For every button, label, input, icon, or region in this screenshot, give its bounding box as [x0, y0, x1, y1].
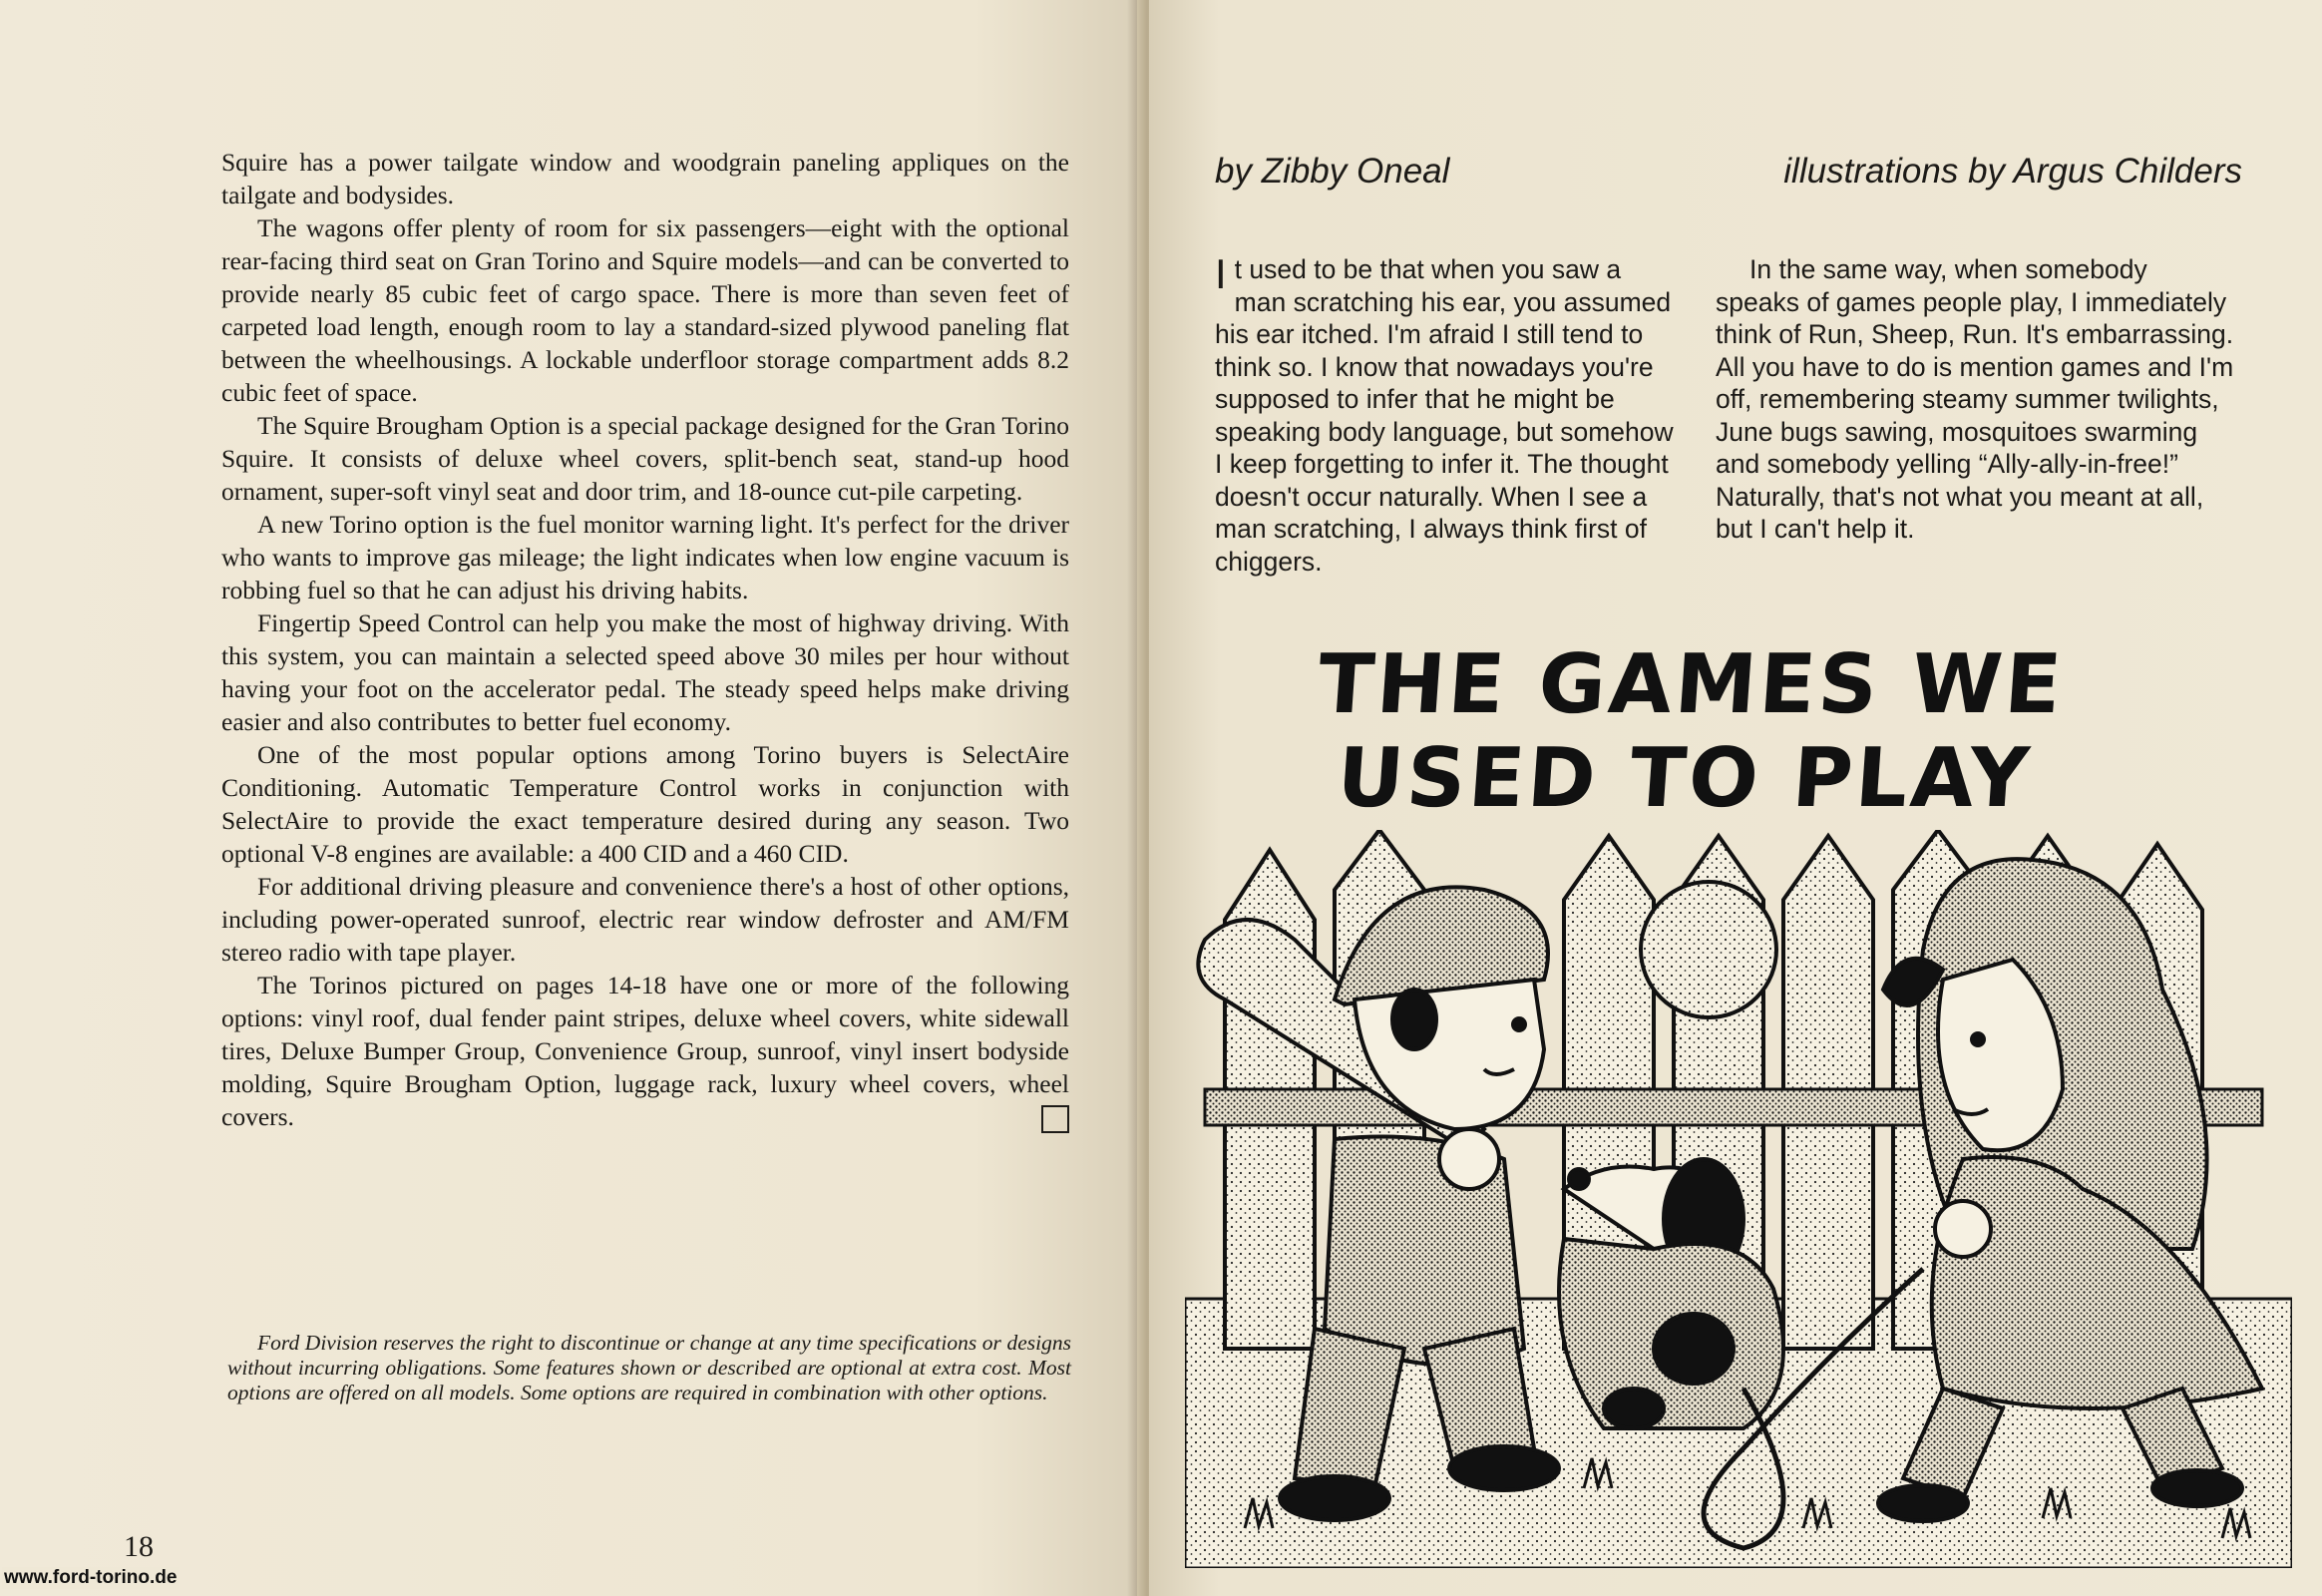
- left-article-body: [221, 146, 1069, 1133]
- paragraph-last: [221, 969, 1069, 1133]
- paragraph: For additional driving pleasure and convenience there's a host of other options, including power-operated sunroof, electric rear window defroster and AM/FM stereo radio with tape player.: [221, 872, 1069, 967]
- paragraph: Fingertip Speed Control can help you make the most of highway driving. With this system, you can maintain a selected speed above 30 miles per hour without having your foot on the accelerator pedal. The steady speed helps make driving easier and also contributes to better fuel economy.: [221, 608, 1069, 736]
- title-line-2: USED TO PLAY: [1334, 731, 2035, 826]
- column-one-text: t used to be that when you saw a man scratching his ear, you assumed his ear itched. I'm afraid I still tend to think so. I know that nowadays you're supposed to infer that he might be speaking body language, but somehow I keep forgetting to infer it. The thought doesn't occur naturally. When I see a man scratching, I always think first of chiggers.: [1215, 254, 1674, 577]
- paragraph: A new Torino option is the fuel monitor warning light. It's perfect for the driver who wants to improve gas mileage; the light indicates when low engine vacuum is robbing fuel so that he can adjust his driving habits.: [221, 510, 1069, 604]
- end-mark-icon: [1041, 1105, 1069, 1133]
- article-column-one: [1215, 250, 1674, 578]
- story-title: [1272, 638, 2103, 826]
- fence-children-illustration: [1185, 830, 2292, 1568]
- author-byline: by Zibby Oneal: [1215, 152, 1450, 191]
- paragraph: The Squire Brougham Option is a special package designed for the Gran Torino Squire. It consists of deluxe wheel covers, split-bench seat, stand-up hood ornament, super-soft vinyl seat and door trim, and 18-ounce cut-pile carpeting.: [221, 411, 1069, 506]
- illustrator-byline: illustrations by Argus Childers: [1783, 152, 2242, 191]
- disclaimer: Ford Division reserves the right to discontinue or change at any time specifications or designs without incurring obligations. Some features shown or described are optional at extra cost. Most options are offered on all models. Some options are required in combination with other options.: [227, 1331, 1071, 1404]
- left-page: [0, 0, 1145, 1596]
- drop-cap: I: [1215, 250, 1227, 297]
- paragraph: Squire has a power tailgate window and woodgrain paneling appliques on the tailgate and bodysides.: [221, 148, 1069, 209]
- paragraph: One of the most popular options among Torino buyers is SelectAire Conditioning. Automatic Temperature Control works in conjunction with SelectAire to provide the exact temperature desired during any season. Two optional V-8 engines are available: a 400 CID and a 460 CID.: [221, 740, 1069, 868]
- paragraph: The wagons offer plenty of room for six passengers—eight with the optional rear-facing third seat on Gran Torino and Squire models—and can be converted to provide nearly 85 cubic feet of cargo space. There is more than seven feet of carpeted load length, enough room to lay a standard-sized plywood paneling flat between the wheelhousings. A lockable underfloor storage compartment adds 8.2 cubic feet of space.: [221, 213, 1069, 407]
- article-column-two: In the same way, when somebody speaks of games people play, I immediately think of Run, Sheep, Run. It's embarrassing. All you have to do is mention games and I'm off, remembering steamy summer twilights, June bugs sawing, mosquitoes swarming and somebody yelling “Ally-ally-in-free!” Naturally, that's not what you meant at all, but I can't help it.: [1716, 254, 2234, 544]
- right-page: [1149, 0, 2322, 1596]
- page-number: 18: [124, 1530, 154, 1563]
- title-line-1: THE GAMES WE: [1315, 637, 2068, 732]
- paragraph-last-text: The Torinos pictured on pages 14-18 have one or more of the following options: vinyl roof, dual fender paint stripes, deluxe wheel covers, white sidewall tires, Deluxe Bumper Group, Convenience Group, sunroof, vinyl insert bodyside molding, Squire Brougham Option, luggage rack, luxury wheel covers, wheel covers.: [221, 971, 1069, 1131]
- website-watermark: www.ford-torino.de: [4, 1567, 178, 1588]
